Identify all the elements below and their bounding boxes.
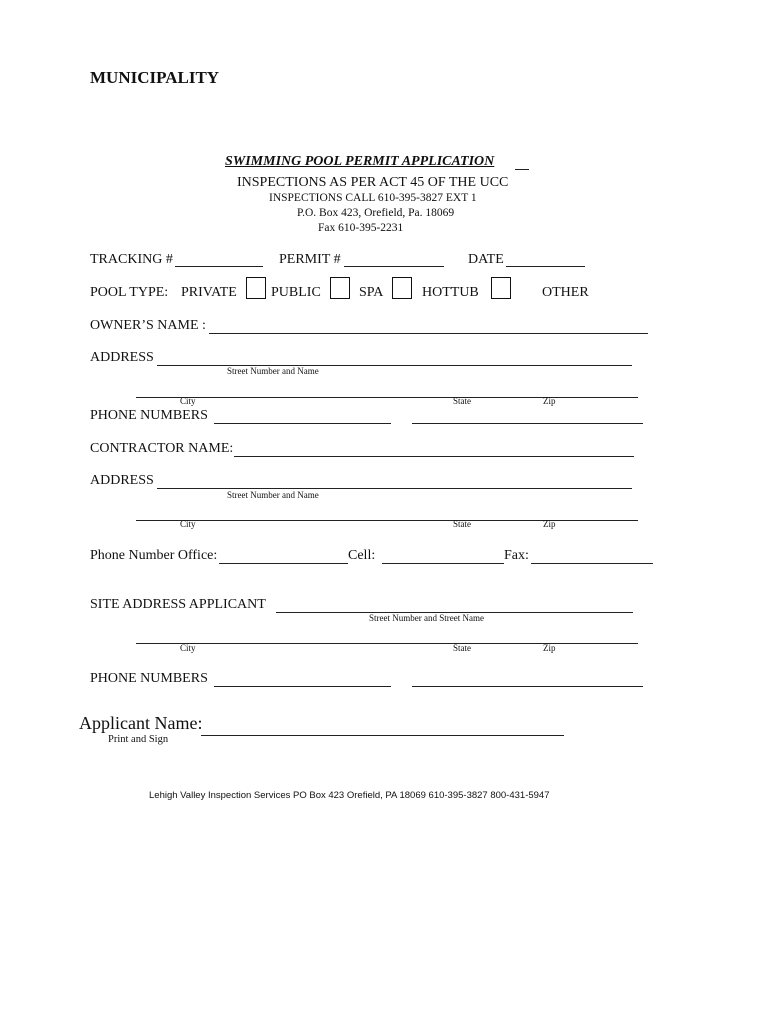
- owner-phone-label: PHONE NUMBERS: [90, 408, 208, 423]
- date-field[interactable]: [506, 250, 585, 267]
- title-underline-extension: [515, 169, 529, 170]
- site-phone-label: PHONE NUMBERS: [90, 671, 208, 686]
- phone-office-label: Phone Number Office:: [90, 548, 218, 563]
- hottub-checkbox[interactable]: [491, 277, 511, 299]
- owner-street-field[interactable]: [157, 349, 632, 366]
- pool-type-option-private: PRIVATE: [181, 285, 237, 300]
- site-state-caption: State: [453, 643, 471, 653]
- fax-number: Fax 610-395-2231: [318, 222, 404, 234]
- owner-street-caption: Street Number and Name: [227, 366, 319, 376]
- site-phone-field-1[interactable]: [214, 670, 391, 687]
- site-city-state-zip-field[interactable]: [136, 627, 638, 644]
- contractor-zip-caption: Zip: [543, 519, 556, 529]
- spa-checkbox[interactable]: [392, 277, 412, 299]
- phone-fax-field[interactable]: [531, 547, 653, 564]
- site-address-label: SITE ADDRESS APPLICANT: [90, 597, 266, 612]
- permit-field[interactable]: [344, 250, 444, 267]
- municipality-heading: MUNICIPALITY: [90, 68, 220, 87]
- owner-zip-caption: Zip: [543, 396, 556, 406]
- phone-office-field[interactable]: [219, 547, 348, 564]
- owner-state-caption: State: [453, 396, 471, 406]
- tracking-field[interactable]: [175, 250, 263, 267]
- phone-cell-field[interactable]: [382, 547, 504, 564]
- site-street-field[interactable]: [276, 596, 633, 613]
- owner-name-field[interactable]: [209, 317, 648, 334]
- contractor-street-caption: Street Number and Name: [227, 490, 319, 500]
- public-checkbox[interactable]: [330, 277, 350, 299]
- site-street-caption: Street Number and Street Name: [369, 613, 484, 623]
- pool-type-label: POOL TYPE:: [90, 285, 169, 300]
- form-title: SWIMMING POOL PERMIT APPLICATION: [225, 154, 495, 169]
- phone-cell-label: Cell:: [348, 548, 376, 563]
- pool-type-option-spa: SPA: [359, 285, 384, 300]
- pool-type-option-public: PUBLIC: [271, 285, 321, 300]
- private-checkbox[interactable]: [246, 277, 266, 299]
- contractor-city-caption: City: [180, 519, 196, 529]
- owner-city-caption: City: [180, 396, 196, 406]
- pool-type-option-hottub: HOTTUB: [422, 285, 479, 300]
- owner-phone-field-2[interactable]: [412, 407, 643, 424]
- site-phone-field-2[interactable]: [412, 670, 643, 687]
- owner-phone-field-1[interactable]: [214, 407, 391, 424]
- phone-fax-label: Fax:: [504, 548, 529, 563]
- applicant-name-field[interactable]: [201, 717, 564, 736]
- permit-label: PERMIT #: [279, 252, 341, 267]
- print-and-sign-caption: Print and Sign: [108, 734, 169, 745]
- pool-type-option-other: OTHER: [542, 285, 589, 300]
- site-city-caption: City: [180, 643, 196, 653]
- contractor-city-state-zip-field[interactable]: [136, 504, 638, 521]
- form-subtitle: INSPECTIONS AS PER ACT 45 OF THE UCC: [237, 175, 509, 190]
- footer-text: Lehigh Valley Inspection Services PO Box 423 Orefield, PA 18069 610-395-3827 800-431-5947: [149, 790, 550, 801]
- contractor-name-field[interactable]: [234, 440, 634, 457]
- date-label: DATE: [468, 252, 504, 267]
- owner-address-label: ADDRESS: [90, 350, 154, 365]
- applicant-name-label: Applicant Name:: [79, 713, 203, 733]
- contractor-name-label: CONTRACTOR NAME:: [90, 441, 234, 456]
- owner-name-label: OWNER’S NAME :: [90, 318, 206, 333]
- tracking-label: TRACKING #: [90, 252, 173, 267]
- contractor-state-caption: State: [453, 519, 471, 529]
- owner-city-state-zip-field[interactable]: [136, 381, 638, 398]
- po-box: P.O. Box 423, Orefield, Pa. 18069: [297, 207, 455, 219]
- contractor-address-label: ADDRESS: [90, 473, 154, 488]
- contractor-street-field[interactable]: [157, 472, 632, 489]
- site-zip-caption: Zip: [543, 643, 556, 653]
- inspections-call: INSPECTIONS CALL 610-395-3827 EXT 1: [269, 192, 477, 204]
